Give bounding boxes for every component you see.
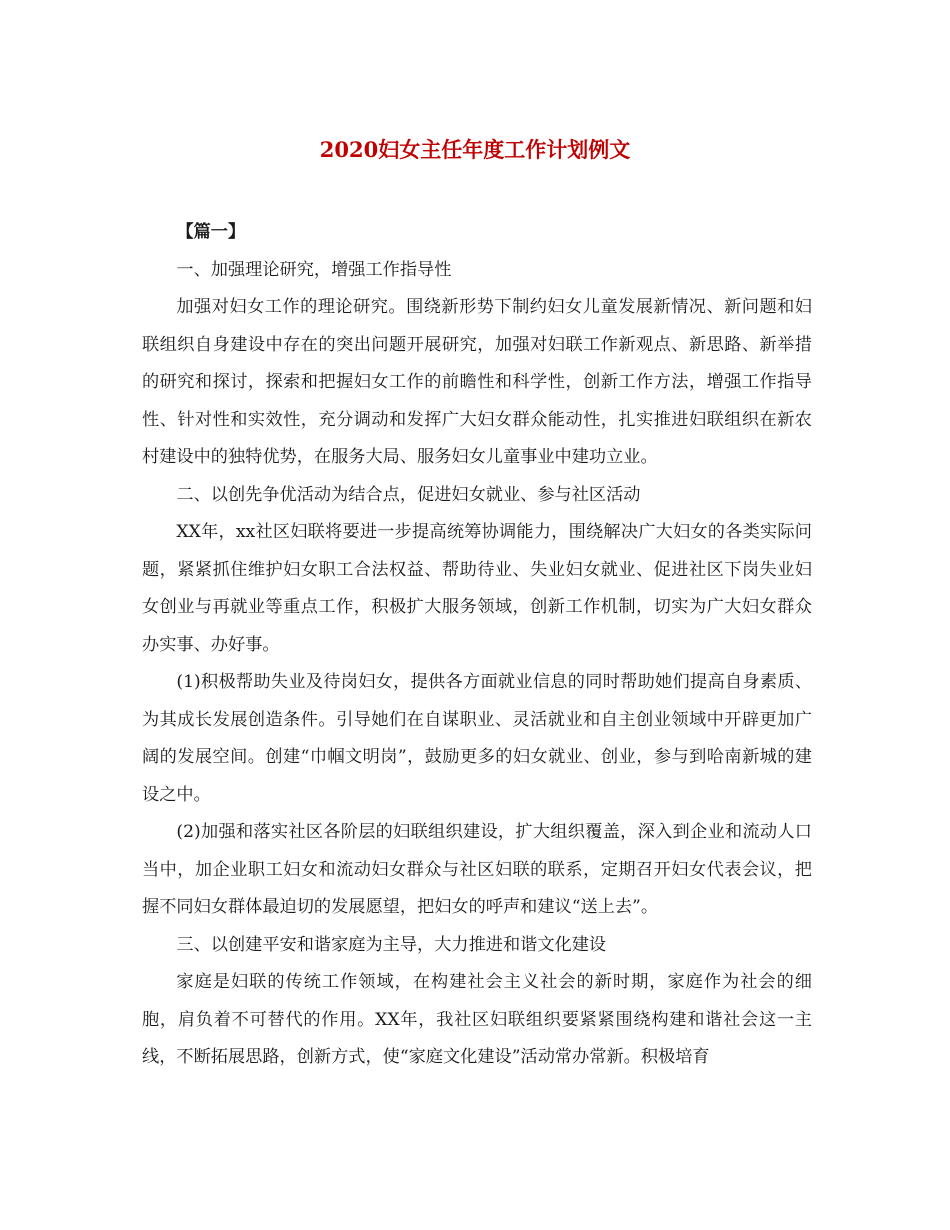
paragraph-item-1: (1)积极帮助失业及待岗妇女，提供各方面就业信息的同时帮助她们提高自身素质、为其成长发展创造条件。引导她们在自谋职业、灵活就业和自主创业领域中开辟更加广阔的发展空间。创建“巾帼文明岗”，鼓励更多的妇女就业、创业，参与到哈南新城的建设之中。 (142, 672, 812, 805)
document-title: 2020妇女主任年度工作计划例文 (319, 137, 631, 162)
document-body (142, 214, 812, 1077)
section-heading-2: 二、以创先争优活动为结合点，促进妇女就业、参与社区活动 (176, 484, 641, 505)
paragraph-2: XX年，xx社区妇联将要进一步提高统筹协调能力，围绕解决广大妇女的各类实际问题，紧紧抓住维护妇女职工合法权益、帮助待业、失业妇女就业、促进社区下岗失业妇女创业与再就业等重点工作，积极扩大服务领域，创新工作机制，切实为广大妇女群众办实事、办好事。 (142, 522, 812, 655)
section-heading-3: 三、以创建平安和谐家庭为主导，大力推进和谐文化建设 (176, 934, 607, 955)
section-heading-1: 一、加强理论研究，增强工作指导性 (176, 259, 452, 280)
paragraph-item-2: (2)加强和落实社区各阶层的妇联组织建设，扩大组织覆盖，深入到企业和流动人口当中，加企业职工妇女和流动妇女群众与社区妇联的联系，定期召开妇女代表会议，把握不同妇女群体最迫切的发展愿望，把妇女的呼声和建议“送上去”。 (142, 822, 812, 917)
paragraph-3: 家庭是妇联的传统工作领域，在构建社会主义社会的新时期，家庭作为社会的细胞，肩负着不可替代的作用。XX年，我社区妇联组织要紧紧围绕构建和谐社会这一主线，不断拓展思路，创新方式，使“家庭文化建设”活动常办常新。积极培育 (142, 972, 812, 1067)
section-marker: 【篇一】 (176, 222, 246, 242)
paragraph-1: 加强对妇女工作的理论研究。围绕新形势下制约妇女儿童发展新情况、新问题和妇联组织自身建设中存在的突出问题开展研究，加强对妇联工作新观点、新思路、新举措的研究和探讨，探索和把握妇女工作的前瞻性和科学性，创新工作方法，增强工作指导性、针对性和实效性，充分调动和发挥广大妇女群众能动性，扎实推进妇联组织在新农村建设中的独特优势，在服务大局、服务妇女儿童事业中建功立业。 (142, 297, 812, 467)
